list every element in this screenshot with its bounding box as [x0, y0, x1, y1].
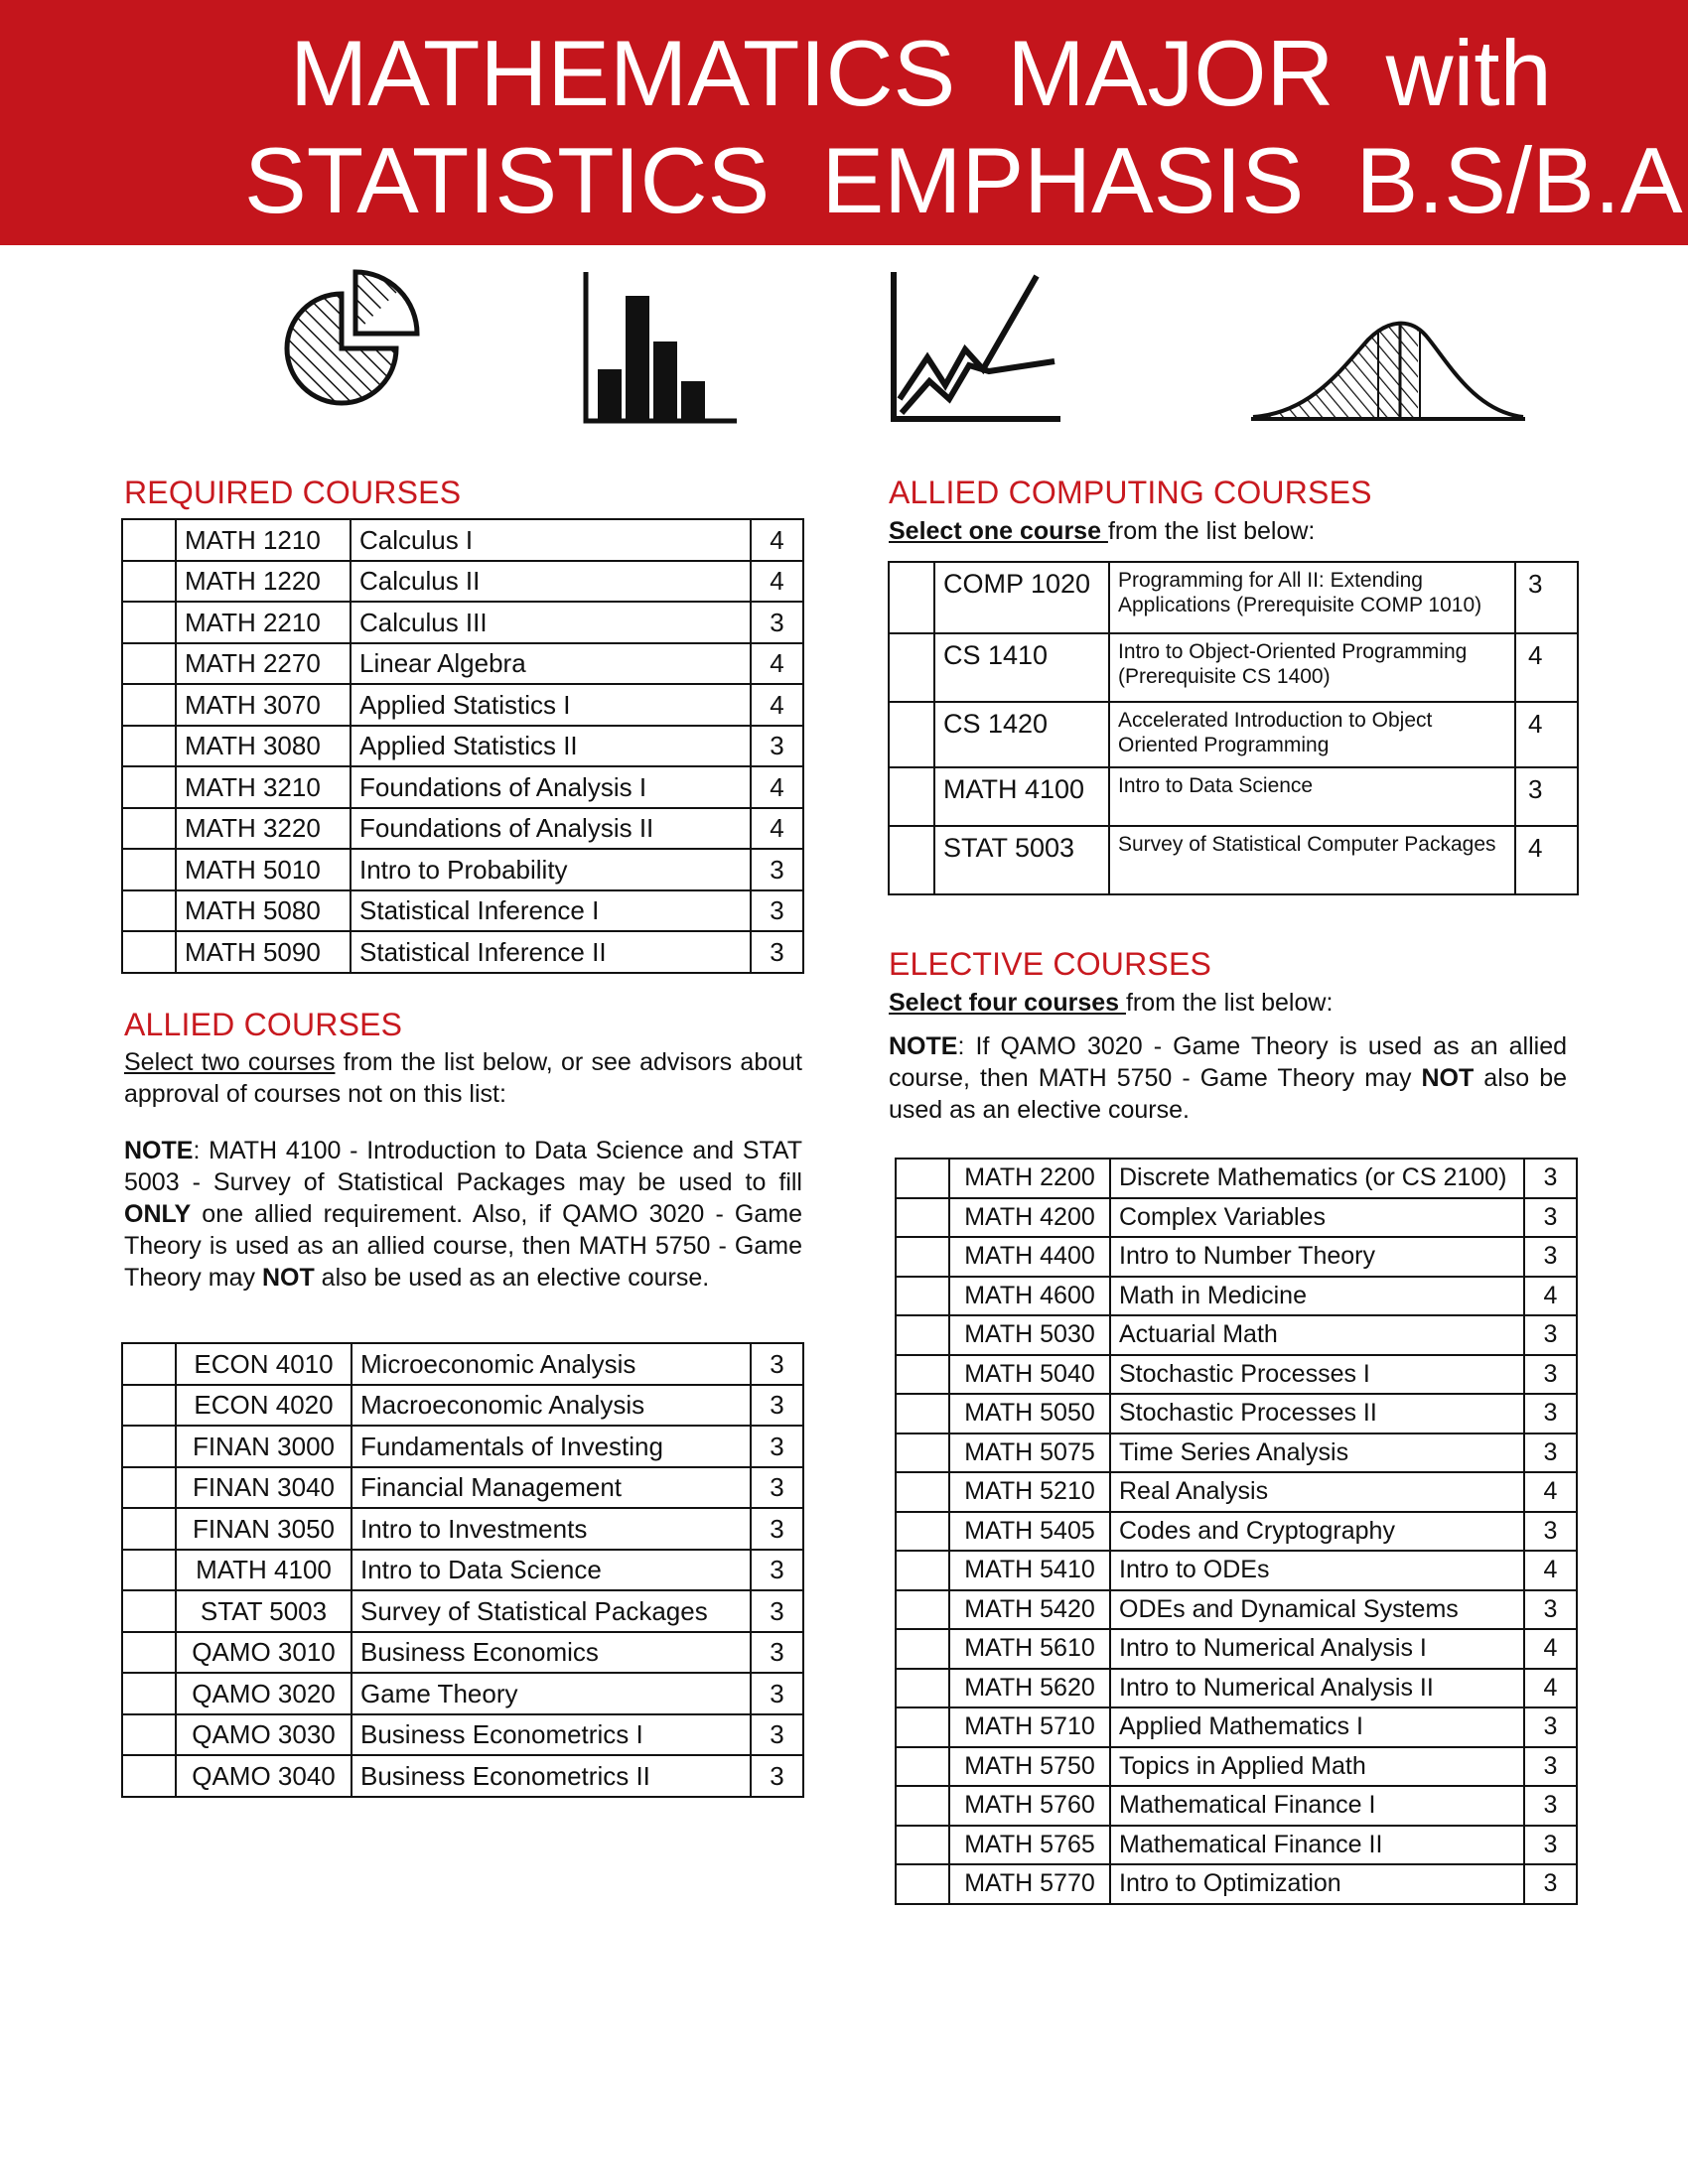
course-credits: 3 — [751, 726, 803, 767]
course-checkbox[interactable] — [122, 519, 176, 561]
course-title: Calculus I — [351, 519, 751, 561]
course-checkbox[interactable] — [122, 561, 176, 603]
course-checkbox[interactable] — [122, 1508, 176, 1550]
pie-chart-icon — [260, 266, 431, 425]
course-title: ODEs and Dynamical Systems — [1110, 1590, 1524, 1630]
course-code: CS 1420 — [934, 702, 1109, 767]
course-credits: 3 — [751, 1343, 803, 1385]
course-credits: 3 — [751, 602, 803, 643]
course-code: ECON 4020 — [176, 1385, 352, 1427]
course-checkbox[interactable] — [122, 1426, 176, 1467]
course-credits: 3 — [1524, 1198, 1577, 1238]
course-code: MATH 5620 — [949, 1669, 1110, 1708]
course-checkbox[interactable] — [122, 808, 176, 850]
course-code: MATH 3070 — [176, 684, 351, 726]
course-title: Discrete Mathematics (or CS 2100) — [1110, 1159, 1524, 1198]
computing-courses-heading: ALLIED COMPUTING COURSES — [889, 475, 1372, 510]
course-credits: 3 — [1524, 1826, 1577, 1865]
course-row — [889, 702, 1578, 767]
course-checkbox[interactable] — [122, 1385, 176, 1427]
course-checkbox[interactable] — [896, 1512, 949, 1552]
course-credits: 3 — [751, 849, 803, 890]
allied-courses-table — [121, 1342, 804, 1798]
course-checkbox[interactable] — [896, 1826, 949, 1865]
course-credits: 3 — [751, 1714, 803, 1756]
course-credits: 4 — [1524, 1472, 1577, 1512]
course-row — [122, 684, 803, 726]
course-title: Mathematical Finance II — [1110, 1826, 1524, 1865]
course-credits: 4 — [1515, 826, 1578, 894]
course-code: MATH 5410 — [949, 1551, 1110, 1590]
course-code: STAT 5003 — [934, 826, 1109, 894]
course-credits: 3 — [1524, 1315, 1577, 1355]
course-code: MATH 5710 — [949, 1707, 1110, 1747]
course-credits: 3 — [751, 1550, 803, 1591]
course-code: QAMO 3020 — [176, 1673, 352, 1714]
course-credits: 3 — [1524, 1786, 1577, 1826]
course-checkbox[interactable] — [889, 826, 934, 894]
course-checkbox[interactable] — [889, 562, 934, 633]
course-row — [896, 1315, 1577, 1355]
course-credits: 3 — [1524, 1707, 1577, 1747]
course-code: MATH 4400 — [949, 1237, 1110, 1277]
course-credits: 3 — [1524, 1512, 1577, 1552]
course-title: Foundations of Analysis II — [351, 808, 751, 850]
course-checkbox[interactable] — [122, 890, 176, 932]
course-checkbox[interactable] — [896, 1629, 949, 1669]
course-credits: 4 — [1515, 633, 1578, 702]
course-row — [122, 1590, 803, 1632]
course-code: MATH 5765 — [949, 1826, 1110, 1865]
course-credits: 3 — [1524, 1394, 1577, 1433]
course-checkbox[interactable] — [122, 1343, 176, 1385]
course-title: Intro to Number Theory — [1110, 1237, 1524, 1277]
course-checkbox[interactable] — [896, 1786, 949, 1826]
course-credits: 3 — [1524, 1237, 1577, 1277]
course-checkbox[interactable] — [122, 1550, 176, 1591]
course-row — [896, 1590, 1577, 1630]
course-row — [122, 931, 803, 973]
course-title: Mathematical Finance I — [1110, 1786, 1524, 1826]
course-checkbox[interactable] — [122, 1755, 176, 1797]
course-code: MATH 4600 — [949, 1277, 1110, 1316]
course-code: MATH 5420 — [949, 1590, 1110, 1630]
course-title: Intro to Numerical Analysis I — [1110, 1629, 1524, 1669]
course-title: Time Series Analysis — [1110, 1433, 1524, 1473]
course-credits: 3 — [1515, 767, 1578, 826]
elective-courses-table — [895, 1158, 1578, 1905]
course-row — [896, 1747, 1577, 1787]
course-title: Real Analysis — [1110, 1472, 1524, 1512]
course-title: Applied Statistics I — [351, 684, 751, 726]
course-title: Fundamentals of Investing — [352, 1426, 751, 1467]
course-credits: 3 — [751, 890, 803, 932]
course-checkbox[interactable] — [896, 1590, 949, 1630]
course-title: Game Theory — [352, 1673, 751, 1714]
course-checkbox[interactable] — [122, 1673, 176, 1714]
elective-select-count: Select four courses — [889, 989, 1126, 1017]
course-title: Business Econometrics II — [352, 1755, 751, 1797]
course-code: MATH 1210 — [176, 519, 351, 561]
course-credits: 3 — [751, 1467, 803, 1509]
course-code: MATH 4100 — [934, 767, 1109, 826]
course-credits: 4 — [1524, 1551, 1577, 1590]
line-chart-icon — [890, 268, 1064, 427]
course-credits: 4 — [1515, 702, 1578, 767]
course-checkbox[interactable] — [896, 1315, 949, 1355]
course-code: MATH 5760 — [949, 1786, 1110, 1826]
bar-chart-icon — [582, 270, 741, 429]
course-title: Intro to Numerical Analysis II — [1110, 1669, 1524, 1708]
course-row — [122, 1467, 803, 1509]
course-row — [896, 1394, 1577, 1433]
elective-courses-heading: ELECTIVE COURSES — [889, 946, 1212, 982]
course-code: QAMO 3040 — [176, 1755, 352, 1797]
course-title: Codes and Cryptography — [1110, 1512, 1524, 1552]
course-code: MATH 3210 — [176, 766, 351, 808]
course-row — [122, 1343, 803, 1385]
course-title: Complex Variables — [1110, 1198, 1524, 1238]
course-code: MATH 4200 — [949, 1198, 1110, 1238]
course-row — [896, 1472, 1577, 1512]
course-code: FINAN 3000 — [176, 1426, 352, 1467]
course-row — [896, 1669, 1577, 1708]
course-row — [122, 519, 803, 561]
course-title: Intro to Data Science — [352, 1550, 751, 1591]
course-row — [122, 726, 803, 767]
course-checkbox[interactable] — [889, 633, 934, 702]
course-row — [122, 849, 803, 890]
course-checkbox[interactable] — [896, 1198, 949, 1238]
computing-select-count: Select one course — [889, 517, 1108, 545]
allied-courses-heading: ALLIED COURSES — [124, 1007, 403, 1042]
course-row — [122, 766, 803, 808]
course-row — [122, 602, 803, 643]
course-code: MATH 5030 — [949, 1315, 1110, 1355]
course-title: Stochastic Processes II — [1110, 1394, 1524, 1433]
course-checkbox[interactable] — [889, 767, 934, 826]
course-row — [122, 1755, 803, 1797]
course-code: MATH 3220 — [176, 808, 351, 850]
course-credits: 4 — [751, 766, 803, 808]
course-row — [122, 1673, 803, 1714]
course-code: MATH 5010 — [176, 849, 351, 890]
header-banner — [0, 0, 1688, 245]
course-row — [896, 1826, 1577, 1865]
course-code: MATH 5050 — [949, 1394, 1110, 1433]
course-code: MATH 5080 — [176, 890, 351, 932]
course-title: Linear Algebra — [351, 643, 751, 685]
course-row — [122, 1714, 803, 1756]
course-checkbox[interactable] — [122, 1632, 176, 1674]
course-credits: 3 — [751, 1508, 803, 1550]
course-checkbox[interactable] — [122, 1467, 176, 1509]
course-code: MATH 4100 — [176, 1550, 352, 1591]
course-checkbox[interactable] — [896, 1472, 949, 1512]
course-checkbox[interactable] — [122, 643, 176, 685]
required-courses-heading: REQUIRED COURSES — [124, 475, 462, 510]
course-code: MATH 2210 — [176, 602, 351, 643]
course-checkbox[interactable] — [122, 1714, 176, 1756]
course-credits: 3 — [1524, 1590, 1577, 1630]
course-code: QAMO 3030 — [176, 1714, 352, 1756]
course-checkbox[interactable] — [896, 1747, 949, 1787]
course-credits: 4 — [1524, 1629, 1577, 1669]
course-row — [889, 767, 1578, 826]
course-row — [896, 1198, 1577, 1238]
course-credits: 3 — [1524, 1159, 1577, 1198]
bell-curve-icon — [1249, 316, 1527, 425]
course-checkbox[interactable] — [896, 1277, 949, 1316]
course-row — [896, 1277, 1577, 1316]
course-title: Statistical Inference II — [351, 931, 751, 973]
course-credits: 3 — [1524, 1355, 1577, 1395]
course-title: Business Econometrics I — [352, 1714, 751, 1756]
course-title: Accelerated Introduction to Object Oriented Programming — [1109, 702, 1515, 767]
course-credits: 3 — [1524, 1433, 1577, 1473]
course-checkbox[interactable] — [896, 1707, 949, 1747]
course-checkbox[interactable] — [896, 1159, 949, 1198]
course-code: MATH 5075 — [949, 1433, 1110, 1473]
course-credits: 4 — [751, 808, 803, 850]
course-row — [122, 1508, 803, 1550]
course-row — [896, 1551, 1577, 1590]
course-code: MATH 5610 — [949, 1629, 1110, 1669]
course-title: Math in Medicine — [1110, 1277, 1524, 1316]
course-row — [896, 1433, 1577, 1473]
course-row — [896, 1629, 1577, 1669]
course-title: Intro to ODEs — [1110, 1551, 1524, 1590]
course-checkbox[interactable] — [122, 849, 176, 890]
course-code: MATH 2270 — [176, 643, 351, 685]
course-code: ECON 4010 — [176, 1343, 352, 1385]
course-title: Calculus II — [351, 561, 751, 603]
course-title: Actuarial Math — [1110, 1315, 1524, 1355]
course-row — [896, 1512, 1577, 1552]
course-title: Survey of Statistical Computer Packages — [1109, 826, 1515, 894]
course-row — [122, 1632, 803, 1674]
course-credits: 3 — [751, 931, 803, 973]
course-row — [122, 1426, 803, 1467]
course-checkbox[interactable] — [896, 1237, 949, 1277]
course-title: Intro to Object-Oriented Programming (Prerequisite CS 1400) — [1109, 633, 1515, 702]
course-credits: 4 — [751, 684, 803, 726]
course-checkbox[interactable] — [122, 1590, 176, 1632]
course-code: MATH 2200 — [949, 1159, 1110, 1198]
course-title: Applied Statistics II — [351, 726, 751, 767]
course-checkbox[interactable] — [122, 726, 176, 767]
course-credits: 3 — [751, 1590, 803, 1632]
course-row — [889, 562, 1578, 633]
course-checkbox[interactable] — [896, 1864, 949, 1904]
course-credits: 3 — [1524, 1747, 1577, 1787]
course-code: MATH 5210 — [949, 1472, 1110, 1512]
course-row — [896, 1707, 1577, 1747]
course-code: QAMO 3010 — [176, 1632, 352, 1674]
course-title: Applied Mathematics I — [1110, 1707, 1524, 1747]
course-title: Financial Management — [352, 1467, 751, 1509]
course-title: Macroeconomic Analysis — [352, 1385, 751, 1427]
course-row — [889, 633, 1578, 702]
course-checkbox[interactable] — [896, 1669, 949, 1708]
course-credits: 3 — [751, 1426, 803, 1467]
course-checkbox[interactable] — [896, 1394, 949, 1433]
course-checkbox[interactable] — [122, 931, 176, 973]
course-row — [122, 808, 803, 850]
course-title: Stochastic Processes I — [1110, 1355, 1524, 1395]
course-row — [896, 1159, 1577, 1198]
course-title: Programming for All II: Extending Applications (Prerequisite COMP 1010) — [1109, 562, 1515, 633]
course-row — [122, 1385, 803, 1427]
elective-instructions: Select four courses from the list below: — [889, 989, 1334, 1017]
course-code: MATH 5040 — [949, 1355, 1110, 1395]
course-row — [122, 890, 803, 932]
course-code: STAT 5003 — [176, 1590, 352, 1632]
course-credits: 4 — [751, 561, 803, 603]
course-checkbox[interactable] — [896, 1355, 949, 1395]
course-checkbox[interactable] — [122, 602, 176, 643]
allied-select-count: Select two courses — [124, 1048, 336, 1076]
computing-courses-table — [888, 561, 1579, 895]
course-checkbox[interactable] — [122, 684, 176, 726]
course-title: Topics in Applied Math — [1110, 1747, 1524, 1787]
course-row — [122, 1550, 803, 1591]
course-checkbox[interactable] — [896, 1551, 949, 1590]
course-row — [896, 1864, 1577, 1904]
course-title: Calculus III — [351, 602, 751, 643]
course-credits: 4 — [751, 519, 803, 561]
course-row — [896, 1237, 1577, 1277]
elective-note: NOTE: If QAMO 3020 - Game Theory is used as an allied course, then MATH 5750 - Game Theory may NOT also be used as an elective course. — [889, 1032, 1568, 1124]
course-row — [896, 1786, 1577, 1826]
course-title: Intro to Probability — [351, 849, 751, 890]
course-code: FINAN 3040 — [176, 1467, 352, 1509]
course-row — [122, 561, 803, 603]
course-title: Intro to Data Science — [1109, 767, 1515, 826]
course-code: MATH 1220 — [176, 561, 351, 603]
course-checkbox[interactable] — [889, 702, 934, 767]
course-credits: 4 — [1524, 1669, 1577, 1708]
course-title: Microeconomic Analysis — [352, 1343, 751, 1385]
course-row — [889, 826, 1578, 894]
allied-instructions: Select two courses from the list below, or see advisors about approval of courses not on this list: — [124, 1048, 802, 1108]
course-code: FINAN 3050 — [176, 1508, 352, 1550]
course-code: MATH 5750 — [949, 1747, 1110, 1787]
course-credits: 3 — [1515, 562, 1578, 633]
computing-instructions: Select one course from the list below: — [889, 517, 1316, 545]
course-credits: 3 — [751, 1632, 803, 1674]
course-checkbox[interactable] — [896, 1433, 949, 1473]
course-credits: 4 — [751, 643, 803, 685]
course-title: Business Economics — [352, 1632, 751, 1674]
page-title-line-1: MATHEMATICS MAJOR with — [290, 21, 1552, 125]
course-code: MATH 5405 — [949, 1512, 1110, 1552]
course-credits: 4 — [1524, 1277, 1577, 1316]
course-credits: 3 — [1524, 1864, 1577, 1904]
course-row — [896, 1355, 1577, 1395]
required-courses-table — [121, 518, 804, 974]
course-code: MATH 5090 — [176, 931, 351, 973]
course-title: Intro to Investments — [352, 1508, 751, 1550]
course-row — [122, 643, 803, 685]
course-credits: 3 — [751, 1385, 803, 1427]
allied-note: NOTE: MATH 4100 - Introduction to Data Science and STAT 5003 - Survey of Statistical Packages may be used to fill ONLY one allied requirement. Also, if QAMO 3020 - Game Theory is used as an allied course, then MATH 5750 - Game Theory may NOT also be used as an elective course. — [124, 1137, 802, 1292]
course-credits: 3 — [751, 1755, 803, 1797]
course-title: Survey of Statistical Packages — [352, 1590, 751, 1632]
page-title-line-2: STATISTICS EMPHASIS B.S/B.A — [244, 128, 1683, 232]
course-code: CS 1410 — [934, 633, 1109, 702]
course-code: MATH 3080 — [176, 726, 351, 767]
course-title: Foundations of Analysis I — [351, 766, 751, 808]
course-code: MATH 5770 — [949, 1864, 1110, 1904]
course-credits: 3 — [751, 1673, 803, 1714]
course-checkbox[interactable] — [122, 766, 176, 808]
course-title: Statistical Inference I — [351, 890, 751, 932]
course-title: Intro to Optimization — [1110, 1864, 1524, 1904]
course-code: COMP 1020 — [934, 562, 1109, 633]
